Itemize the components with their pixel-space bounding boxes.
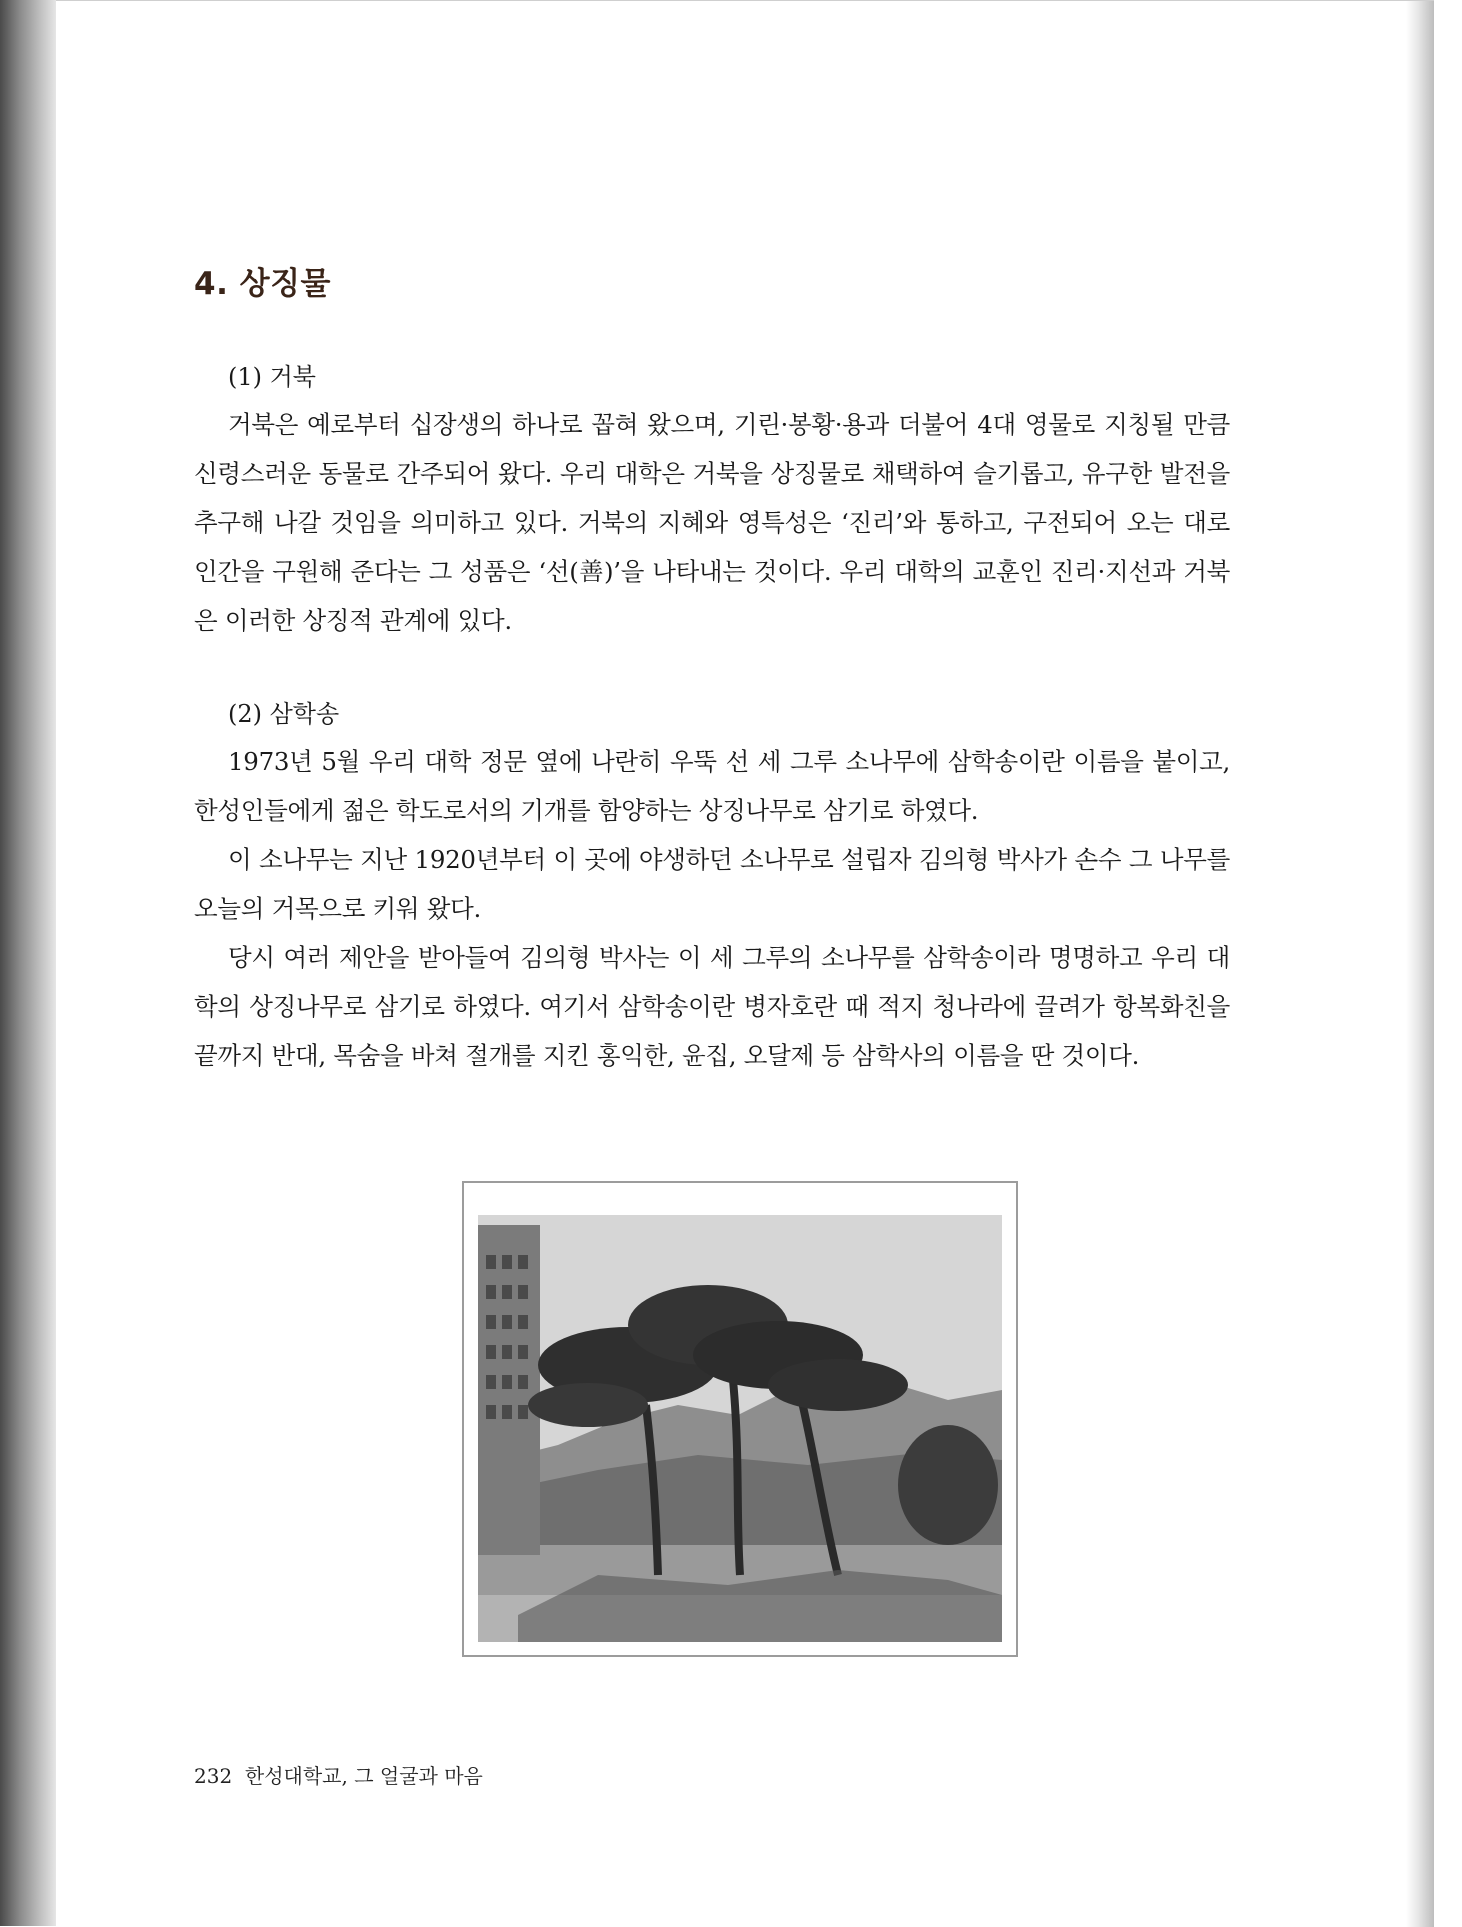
photo-frame bbox=[462, 1181, 1018, 1657]
campus-pine-trees-photo bbox=[478, 1215, 1002, 1642]
book-spine bbox=[0, 0, 57, 1926]
page-footer bbox=[194, 1760, 483, 1789]
photo-illustration bbox=[478, 1215, 1002, 1642]
section-title: 4. 상징물 bbox=[194, 266, 331, 302]
pine-paragraph-2: 이 소나무는 지난 1920년부터 이 곳에 야생하던 소나무로 설립자 김의형 박사가 손수 그 나무를 오늘의 거목으로 키워 왔다. bbox=[194, 845, 1230, 923]
book-title: 한성대학교, 그 얼굴과 마음 bbox=[244, 1764, 483, 1788]
turtle-paragraph: 거북은 예로부터 십장생의 하나로 꼽혀 왔으며, 기린·봉황·용과 더불어 4대 영물로 지칭될 만큼 신령스러운 동물로 간주되어 왔다. 우리 대학은 거북을 상징물로 채택하여 슬기롭고, 유구한 발전을 추구해 나갈 것임을 의미하고 있다. 거북의 지혜와 영특성은 ‘진리’와 통하고, 구전되어 오는 대로 인간을 구원해 준다는 그 성품은 ‘선(善)’을 나타내는 것이다. 우리 대학의 교훈인 진리·지선과 거북은 이러한 상징적 관계에 있다. bbox=[194, 410, 1230, 635]
pine-paragraph-1: 1973년 5월 우리 대학 정문 옆에 나란히 우뚝 선 세 그루 소나무에 삼학송이란 이름을 붙이고, 한성인들에게 젊은 학도로서의 기개를 함양하는 상징나무로 삼기로 하였다. bbox=[194, 747, 1230, 825]
pine-paragraph-3: 당시 여러 제안을 받아들여 김의형 박사는 이 세 그루의 소나무를 삼학송이라 명명하고 우리 대학의 상징나무로 삼기로 하였다. 여기서 삼학송이란 병자호란 때 적지 청나라에 끌려가 항복화친을 끝까지 반대, 목숨을 바쳐 절개를 지킨 홍익한, 윤집, 오달제 등 삼학사의 이름을 딴 것이다. bbox=[194, 943, 1230, 1070]
page-number: 232 bbox=[194, 1764, 233, 1788]
pine-heading: (2) 삼학송 bbox=[228, 700, 340, 728]
turtle-heading: (1) 거북 bbox=[228, 363, 316, 391]
page-edge-shadow bbox=[1406, 1, 1434, 1927]
